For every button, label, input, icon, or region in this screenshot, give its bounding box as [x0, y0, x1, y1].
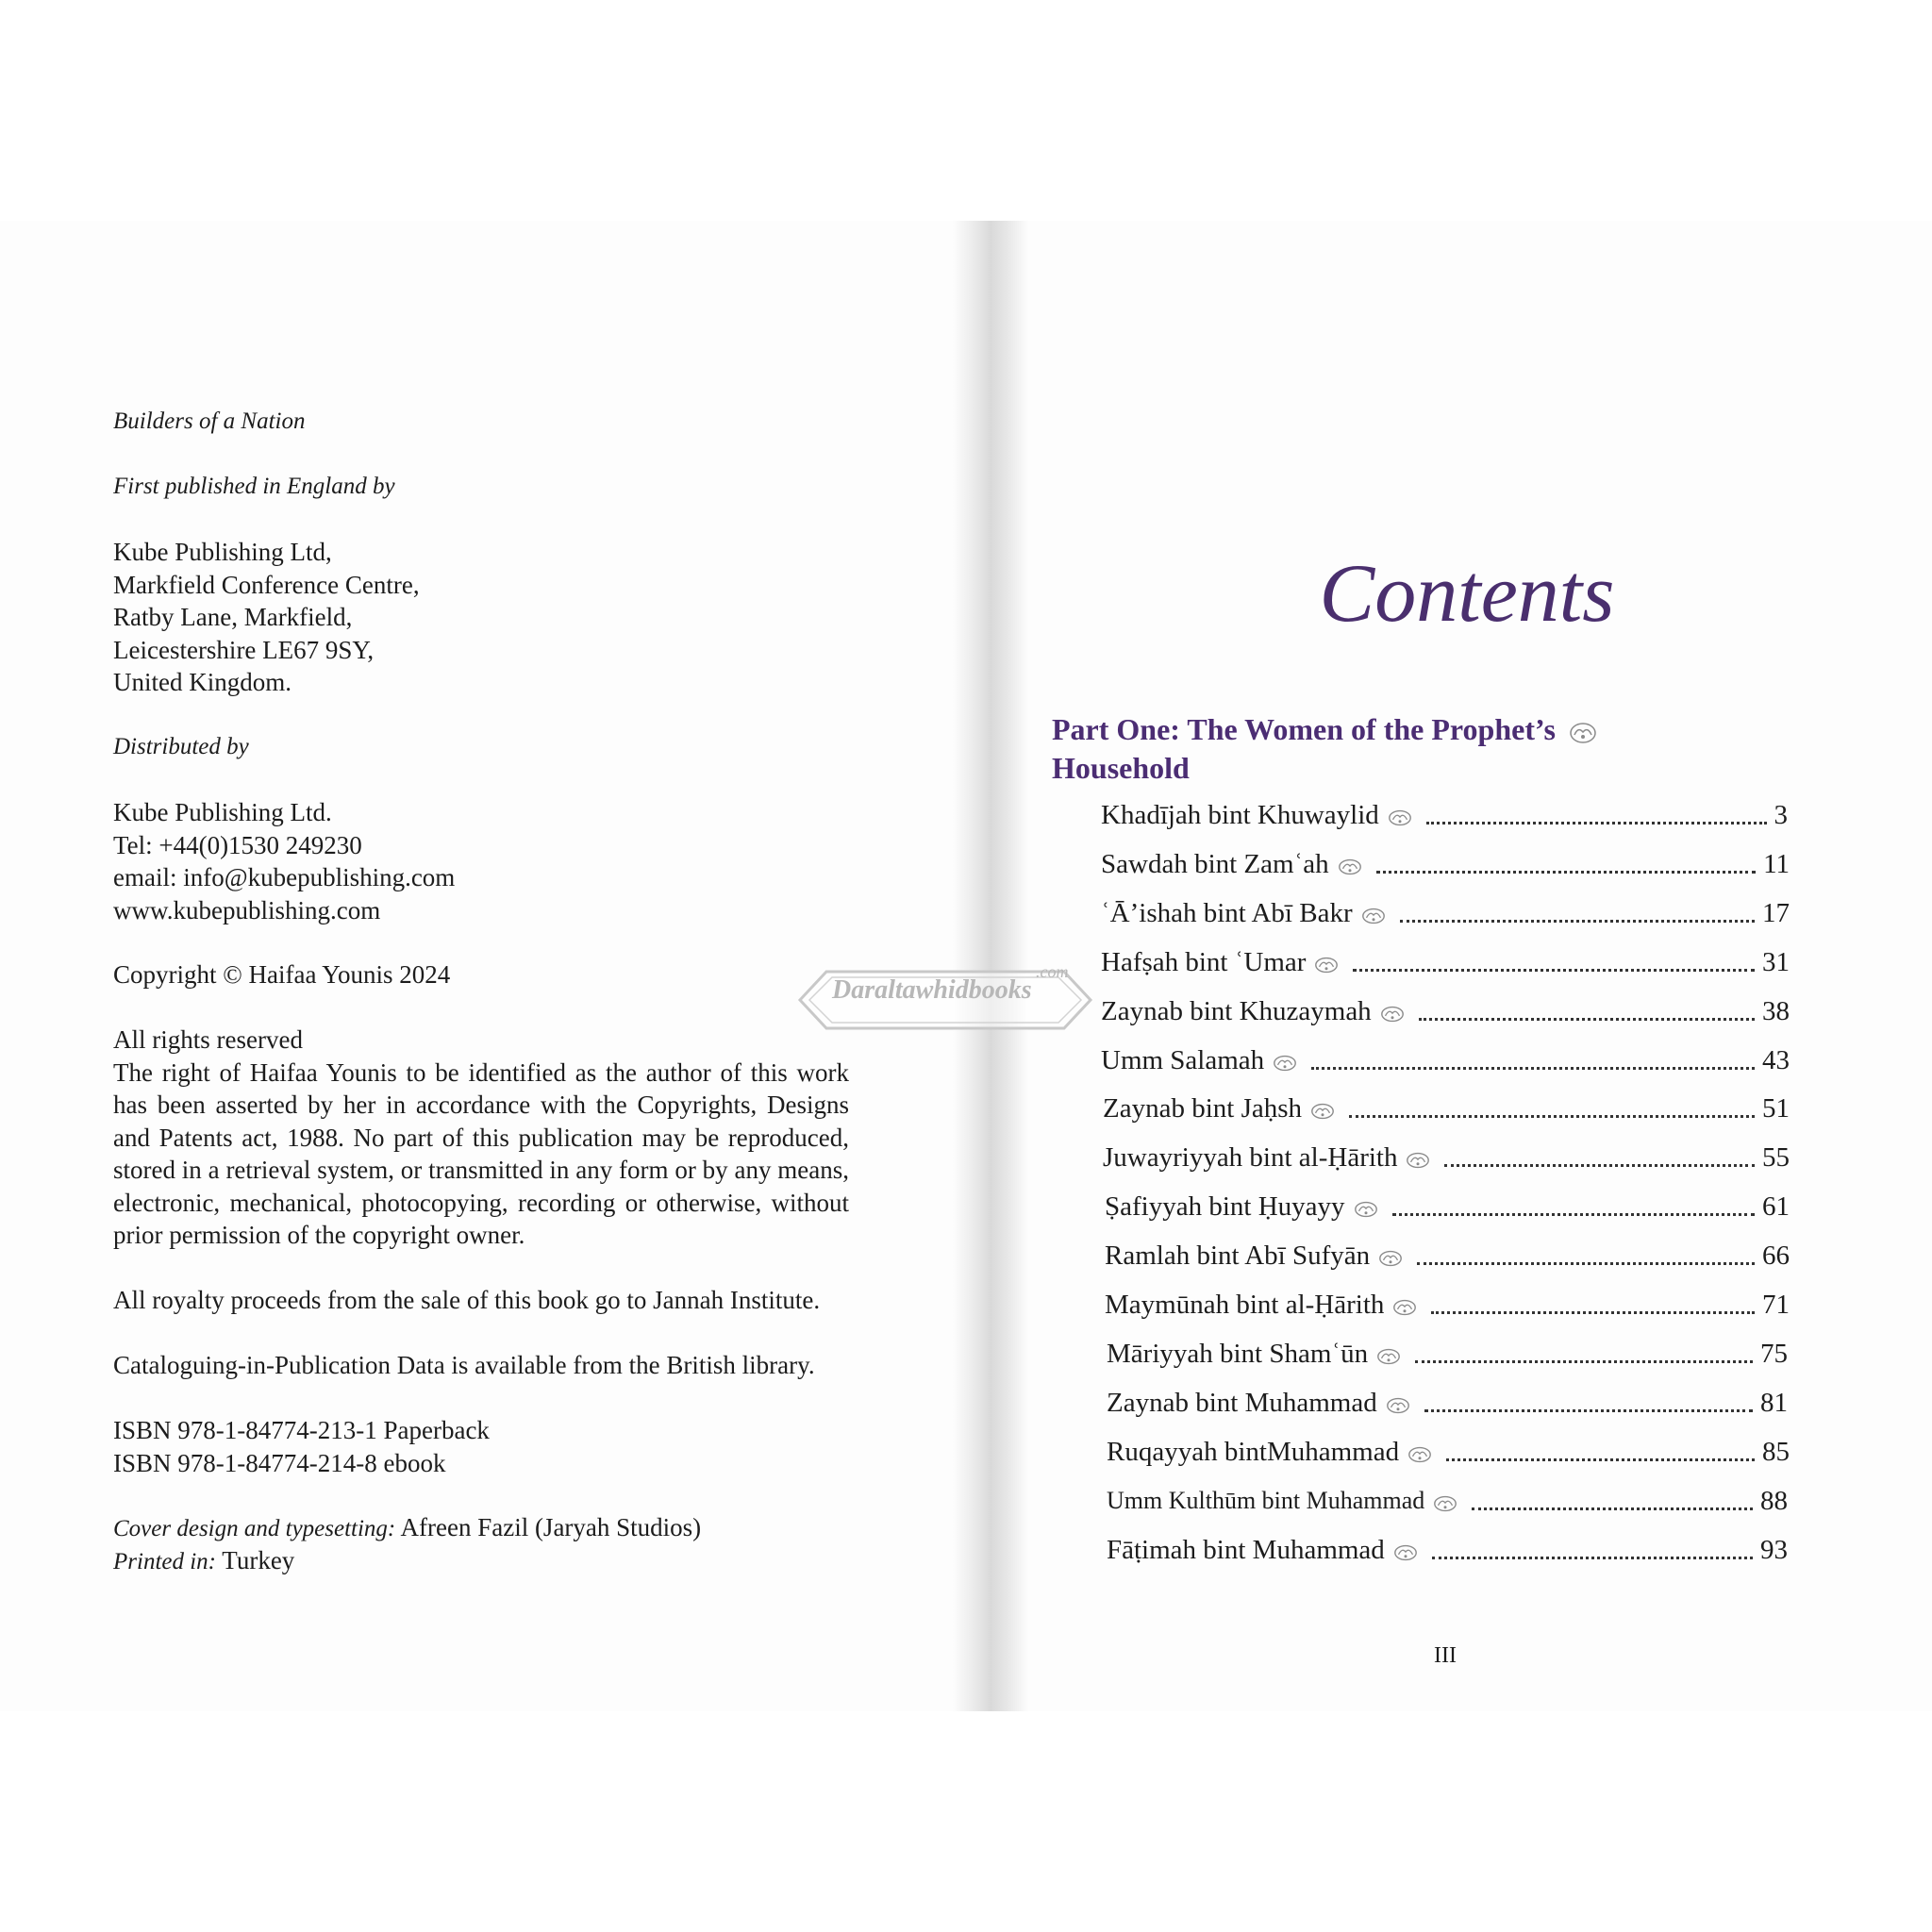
- toc-row: [1103, 1137, 1790, 1174]
- toc-row: [1107, 1382, 1788, 1420]
- toc-page-number: 17: [1762, 897, 1790, 928]
- cover-credit: [113, 1511, 701, 1546]
- toc-entry-name: Juwayriyyah bint al-Ḥārith: [1103, 1142, 1398, 1174]
- toc-page-number: 61: [1762, 1191, 1790, 1223]
- printed-in: [113, 1544, 294, 1579]
- honorific-seal-icon: [1405, 1150, 1431, 1171]
- distributor-email: email: info@kubepublishing.com: [113, 863, 456, 891]
- watermark: [781, 957, 1102, 1043]
- toc-page-number: 71: [1762, 1290, 1790, 1320]
- toc-leader-dots: [1417, 1260, 1755, 1265]
- publisher-line: Kube Publishing Ltd,: [113, 538, 332, 566]
- book-title: Builders of a Nation: [113, 408, 306, 434]
- publisher-line: Ratby Lane, Markfield,: [113, 603, 353, 631]
- publisher-line: Leicestershire LE67 9SY,: [113, 635, 375, 664]
- toc-entry-name: Zaynab bint Muhammad: [1107, 1387, 1377, 1418]
- toc-row: [1101, 1040, 1790, 1077]
- honorific-seal-icon: [1353, 1199, 1379, 1220]
- toc-page-number: 3: [1774, 800, 1788, 830]
- isbn-line: ISBN 978-1-84774-214-8 ebook: [113, 1448, 446, 1477]
- toc-row: [1107, 1529, 1788, 1567]
- toc-leader-dots: [1444, 1162, 1755, 1167]
- contents-heading: Contents: [1319, 548, 1615, 640]
- distributor-website: www.kubepublishing.com: [113, 895, 381, 924]
- toc-leader-dots: [1353, 967, 1755, 972]
- toc-page-number: 38: [1762, 995, 1790, 1026]
- honorific-seal-icon: [1377, 1248, 1404, 1269]
- toc-entry-name: Ṣafiyyah bint Ḥuyayy: [1105, 1191, 1345, 1223]
- toc-entry-name: Zaynab bint Khuzaymah: [1101, 995, 1372, 1026]
- distributor-phone: Tel: +44(0)1530 249230: [113, 830, 362, 859]
- honorific-seal-icon: [1385, 1395, 1411, 1416]
- toc-entry-name: Ruqayyah bintMuhammad: [1107, 1436, 1400, 1467]
- toc-row: [1103, 1088, 1790, 1125]
- isbn-line: ISBN 978-1-84774-213-1 Paperback: [113, 1416, 490, 1444]
- toc-leader-dots: [1426, 820, 1767, 824]
- toc-page-number: 31: [1762, 946, 1790, 977]
- honorific-seal-icon: [1313, 955, 1340, 975]
- toc-entry-name: Hafṣah bint ʿUmar: [1101, 946, 1307, 977]
- honorific-seal-icon: [1375, 1346, 1402, 1367]
- watermark-text: Daraltawhidbooks: [832, 975, 1032, 1005]
- honorific-seal-icon: [1337, 857, 1363, 877]
- honorific-seal-icon: [1392, 1542, 1419, 1563]
- toc-leader-dots: [1376, 869, 1756, 874]
- honorific-seal-icon: [1432, 1493, 1458, 1514]
- part-title-line1: Part One: The Women of the Prophet’s: [1052, 712, 1556, 746]
- royalty-note: All royalty proceeds from the sale of this book go to Jannah Institute.: [113, 1286, 821, 1314]
- toc-page-number: 51: [1762, 1093, 1790, 1124]
- copyright-line: Copyright © Haifaa Younis 2024: [113, 960, 451, 989]
- toc-page-number: 55: [1762, 1142, 1790, 1174]
- toc-row: [1101, 892, 1790, 930]
- toc-row: [1101, 843, 1790, 881]
- toc-leader-dots: [1432, 1555, 1753, 1559]
- page-number: III: [1434, 1643, 1457, 1668]
- rights-paragraph: The right of Haifaa Younis to be identified as the author of this work has been asserted by her in accordance with the Copyrights, Designs and Patents act, 1988. No part of this publication may be reproduced, stored in a retrieval system, or transmitted in any form or by any means, electronic, mechanical, photocopying, recording or otherwise, without prior permission of the copyright owner.: [113, 1058, 849, 1249]
- first-published-label: First published in England by: [113, 474, 395, 499]
- toc-row: [1107, 1480, 1788, 1518]
- toc-leader-dots: [1419, 1016, 1755, 1021]
- toc-page-number: 43: [1762, 1044, 1790, 1075]
- cover-credit-value: Afreen Fazil (Jaryah Studios): [395, 1513, 702, 1541]
- publisher-line: Markfield Conference Centre,: [113, 570, 420, 599]
- toc-entry-name: Khadījah bint Khuwaylid: [1101, 800, 1379, 830]
- toc-row: [1105, 1186, 1790, 1224]
- toc-leader-dots: [1431, 1309, 1755, 1314]
- toc-leader-dots: [1392, 1211, 1755, 1216]
- toc-page-number: 11: [1763, 848, 1790, 879]
- distributor-line: Kube Publishing Ltd.: [113, 798, 332, 826]
- toc-row: [1107, 1431, 1790, 1469]
- toc-page-number: 81: [1760, 1387, 1788, 1418]
- honorific-seal-icon: [1379, 1004, 1406, 1024]
- toc-leader-dots: [1311, 1065, 1755, 1070]
- toc-row: [1101, 941, 1790, 979]
- toc-leader-dots: [1424, 1407, 1753, 1412]
- honorific-seal-icon: [1272, 1053, 1298, 1074]
- toc-row: [1105, 1235, 1790, 1273]
- toc-leader-dots: [1415, 1358, 1753, 1363]
- toc-row: [1101, 794, 1788, 832]
- rights-reserved: All rights reserved: [113, 1025, 303, 1054]
- toc-leader-dots: [1472, 1506, 1753, 1510]
- honorific-seal-icon: [1407, 1444, 1433, 1465]
- toc-page-number: 85: [1762, 1436, 1790, 1467]
- toc-entry-name: Fāṭimah bint Muhammad: [1107, 1534, 1385, 1565]
- toc-entry-name: Ramlah bint Abī Sufyān: [1105, 1241, 1371, 1272]
- part-title-line2: Household: [1052, 751, 1190, 785]
- honorific-seal-icon: [1309, 1101, 1336, 1122]
- toc-leader-dots: [1349, 1113, 1755, 1118]
- toc-row: [1105, 1284, 1790, 1322]
- honorific-seal-icon: [1387, 808, 1413, 828]
- watermark-suffix: .com: [1036, 962, 1069, 981]
- toc-page-number: 88: [1760, 1485, 1788, 1516]
- honorific-seal-icon: [1391, 1297, 1418, 1318]
- publisher-line: United Kingdom.: [113, 668, 291, 696]
- part-one-title: [1052, 710, 1731, 788]
- printed-in-label: Printed in:: [113, 1548, 217, 1574]
- toc-entry-name: Umm Salamah: [1101, 1044, 1265, 1075]
- toc-page-number: 93: [1760, 1534, 1788, 1565]
- toc-page-number: 66: [1762, 1241, 1790, 1272]
- printed-in-value: Turkey: [216, 1545, 295, 1574]
- toc-row: [1101, 991, 1790, 1028]
- toc-entry-name: Umm Kulthūm bint Muhammad: [1107, 1486, 1425, 1514]
- cover-credit-label: Cover design and typesetting:: [113, 1516, 396, 1541]
- toc-leader-dots: [1400, 918, 1755, 923]
- toc-entry-name: Maymūnah bint al-Ḥārith: [1105, 1290, 1385, 1320]
- toc-entry-name: Zaynab bint Jaḥsh: [1103, 1093, 1303, 1124]
- toc-entry-name: ʿĀ’ishah bint Abī Bakr: [1101, 897, 1353, 928]
- toc-page-number: 75: [1760, 1338, 1788, 1369]
- cataloguing-note: Cataloguing-in-Publication Data is available from the British library.: [113, 1351, 815, 1379]
- toc-leader-dots: [1446, 1457, 1755, 1461]
- salutation-seal-icon: [1569, 721, 1597, 745]
- honorific-seal-icon: [1360, 906, 1387, 926]
- toc-row: [1107, 1333, 1788, 1371]
- distributed-by-label: Distributed by: [113, 734, 249, 759]
- toc-entry-name: Māriyyah bint Shamʿūn: [1107, 1338, 1369, 1369]
- toc-entry-name: Sawdah bint Zamʿah: [1101, 848, 1329, 879]
